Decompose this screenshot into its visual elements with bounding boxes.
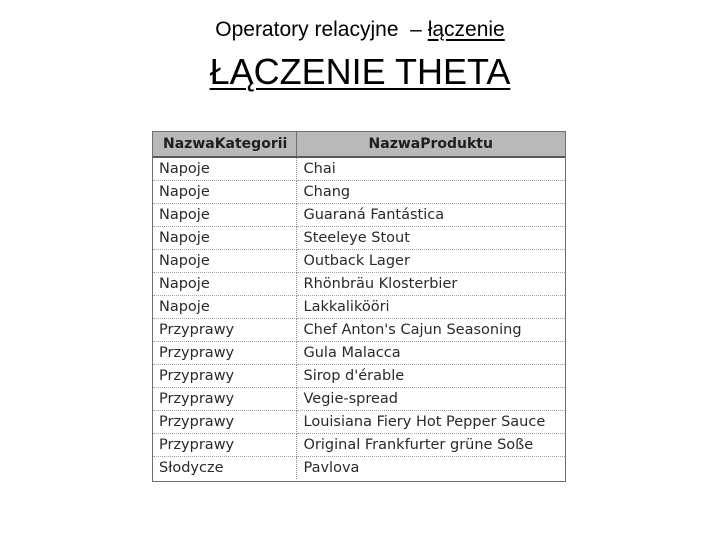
category-cell: Przyprawy	[153, 365, 296, 388]
table-row	[153, 204, 565, 227]
table-row	[153, 457, 565, 480]
product-cell: Rhönbräu Klosterbier	[296, 273, 565, 296]
category-cell: Przyprawy	[153, 411, 296, 434]
product-cell: Sirop d'érable	[296, 365, 565, 388]
slide-title-text: ŁĄCZENIE THETA	[209, 51, 511, 92]
category-cell: Napoje	[153, 250, 296, 273]
table-row	[153, 273, 565, 296]
table-row	[153, 250, 565, 273]
product-cell: Lakkalikööri	[296, 296, 565, 319]
table-row	[153, 434, 565, 457]
table-row	[153, 388, 565, 411]
category-cell: Przyprawy	[153, 319, 296, 342]
product-cell: Outback Lager	[296, 250, 565, 273]
query-result-table	[152, 131, 566, 482]
product-cell: Chai	[296, 157, 565, 181]
product-cell: Chang	[296, 181, 565, 204]
table-row	[153, 227, 565, 250]
category-cell: Napoje	[153, 296, 296, 319]
table-row	[153, 296, 565, 319]
column-header-product: NazwaProduktu	[296, 132, 565, 157]
subtitle-prefix: Operatory relacyjne –	[215, 18, 428, 41]
product-cell: Original Frankfurter grüne Soße	[296, 434, 565, 457]
table-row	[153, 342, 565, 365]
category-cell: Napoje	[153, 204, 296, 227]
category-cell: Przyprawy	[153, 388, 296, 411]
category-cell: Napoje	[153, 273, 296, 296]
category-cell: Przyprawy	[153, 342, 296, 365]
product-cell: Guaraná Fantástica	[296, 204, 565, 227]
category-cell: Przyprawy	[153, 434, 296, 457]
result-grid	[153, 132, 565, 479]
table-row	[153, 181, 565, 204]
table-row	[153, 365, 565, 388]
table-header-row	[153, 132, 565, 157]
product-cell: Chef Anton's Cajun Seasoning	[296, 319, 565, 342]
product-cell: Steeleye Stout	[296, 227, 565, 250]
product-cell: Gula Malacca	[296, 342, 565, 365]
subtitle-emphasis: łączenie	[427, 18, 505, 41]
table-row	[153, 319, 565, 342]
table-row	[153, 411, 565, 434]
product-cell: Louisiana Fiery Hot Pepper Sauce	[296, 411, 565, 434]
category-cell: Napoje	[153, 181, 296, 204]
category-cell: Napoje	[153, 157, 296, 181]
column-header-category: NazwaKategorii	[153, 132, 296, 157]
product-cell: Vegie-spread	[296, 388, 565, 411]
category-cell: Słodycze	[153, 457, 296, 480]
slide-title	[0, 50, 720, 94]
table-row	[153, 157, 565, 181]
product-cell: Pavlova	[303, 460, 360, 476]
slide-subtitle	[0, 16, 720, 44]
category-cell: Napoje	[153, 227, 296, 250]
